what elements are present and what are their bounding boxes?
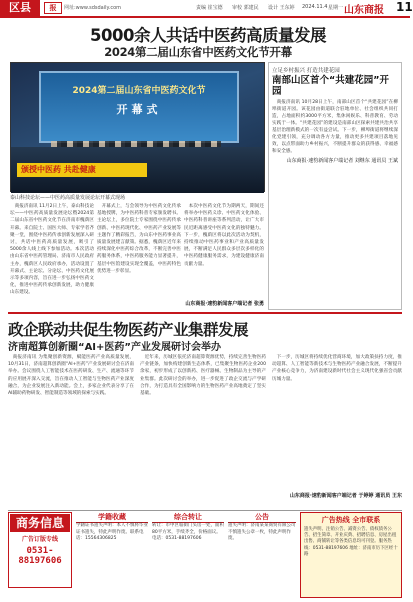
classified-header-3: 公告 [228,512,296,523]
paper-name: 山东商报 [344,5,384,16]
second-headline: 政企联动共促生物医药产业集群发展 [8,321,249,339]
designer-label: 设计 王东婷 [268,5,295,11]
ad-hotline-body: 遗失声明、注销公告、减资公告、债权债务公告、招生简章、开业庆典、招聘信息、房屋出租出售、商铺转让等各类信息均可刊登。服务热线：0531-88197606 地址：济南市历下区经十路 [304,527,398,557]
screen-subtitle: 开幕式 [116,103,162,116]
sidebar-byline: 山东商报·速豹新闻客户端记者 刘继东 通讯员 王斌 [286,158,398,164]
sidebar-kicker: 立足乡村振兴 打造共建花园 [272,68,340,74]
classified-text-1: 学籍证书遗失声明：本人不慎将毕业证书遗失，特此声明作废。联系电话：15564306825 [76,523,148,541]
classified-header-1: 学籍收藏 [76,512,148,523]
commerce-ad-subtitle: 广告订版专线 [21,536,58,543]
page-number: 11 [396,0,413,14]
section-tag: 区县 [0,0,40,16]
site-url: 网址:www.sdsdaily.com [64,5,121,11]
classified-text-2: 转让：市中区临街门头房一处，面积80平方米，手续齐全，价格面议。电话：0531-88197606 [152,523,224,541]
stage-banner: 颁授中医药 共赴健康 [17,163,147,177]
reviewer-label: 审校 郭建民 [232,5,259,11]
main-subhead: 2024第二届山东省中医药文化节开幕 [104,45,292,59]
story2-column-3: 下一步，历城区将持续优化营商环境，加大政策扶持力度，推动超算、人工智能等新技术与生物医药产业融合发展，不断提升产业核心竞争力，为济南建设新时代社会主义现代化强省会贡献历城力量。 [272,355,402,382]
issue-weekday: 星期一 [328,5,344,11]
story1-column-1: 商报济南讯 11月2日上午，泰山科技论坛——中医药高质量发展论坛暨2024第二届山东省中医药文化节在济南市槐荫区开幕。来自院士、国医大师、专家学者齐聚一堂，围绕中医药传承创新发展深入研讨，共话中医药高质量发展，吸引了5000余人线上线下参加活动。本次活动由山东省中医药管理局、济南市人民政府主办，槐荫区人民政府承办，活动设置了开幕式、主论坛、分论坛、中医药文化展示等多项内容，旨在进一步弘扬中医药文化，推进中医药传承创新发展，助力健康山东建设。 [10,204,94,296]
story2-column-1: 商报济南讯 为集聚创新资源，赋能医药产业高质量发展，10月31日，济南超算创新圈“AI+医药”产业发展研讨会在济南举办。会议围绕人工智能技术在医药研发、生产、流通等环节的应用展开深入交流，旨在推动人工智能与生物医药产业深度融合，为企业发展注入新动能。会上，多家企业代表分享了在AI辅助药物研发、智能制造等领域的探索与实践。 [8,355,134,397]
commerce-ad-title: 商务信息 [10,514,70,532]
issue-date: 2024.11.4 [302,4,328,10]
classified-text-3: 遗失声明：济南某某商贸有限公司不慎遗失公章一枚，特此声明作废。 [228,523,296,541]
second-subhead: 济南超算创新圈“AI+医药”产业发展研讨会举办 [8,342,221,353]
classified-column-3 [228,512,296,598]
classified-column-1 [76,512,148,598]
classified-header-2: 综合转让 [152,512,224,523]
editor-label: 责编 崔宝德 [196,5,223,11]
story2-column-2: 近年来，历城区依托济南超算资源优势，持续完善生物医药产业链条，加快构建创新生态体系，已集聚生物医药企业200余家，初步形成了以创新药、医疗器械、生物制品为主导的产业集群。此次研讨会的举办，进一步促进了政企交流与产学研合作，为打造具有全国影响力的生物医药产业高地奠定了坚实基础。 [140,355,266,397]
story1-column-3: 本次中医药文化节为期两天，期间还将举办中医药义诊、中医药文化体验、中医药科普讲座等系列活动，让广大市民近距离感受中医药文化的独特魅力。下一步，槐荫区将以此次活动为契机，持续推动中医药事业和产业高质量发展，不断满足人民群众多层次多样化的中医药健康服务需求，为建设健康济南贡献力量。 [184,204,264,267]
story1-column-2: 开幕式上，与会领导为中医药文化传承基地授牌，为中医药科普专家颁发聘书。主论坛上，多位院士专家围绕中医药传承创新、中医药现代化、中医药产业发展等主题作了精彩报告，为山东中医药事业高质量发展建言献策。据悉，槐荫区近年来持续深化中医药综合改革，不断完善中医药服务体系，中医药服务能力显著提升，基层中医馆建设实现全覆盖，中医药特色优势进一步彰显。 [97,204,181,274]
screen-title: 2024第二届山东省中医药文化节 [72,86,206,96]
stage-screen [39,71,239,143]
story2-byline: 山东商报·速豹新闻客户端记者 于婷婷 通讯员 王东 [289,493,402,499]
commerce-ad-phone: 0531-88197606 [18,546,62,566]
photo-caption: 泰山科技论坛——中医药高质量发展论坛开幕式现场 [10,195,126,201]
event-photo [10,62,265,192]
ad-hotline-box [300,512,402,598]
sidebar-title: 南部山区首个“共建花园”开园 [272,75,389,97]
main-headline: 5000余人共话中医药高质量发展 [90,26,326,45]
sidebar-text: 商报济南讯 10月28日上午，南部山区首个“共建花园”在柳埠街道开园。该花园由街道联合驻地单位、社会组织共同打造，占地面积约3000平方米，集休闲娱乐、科普教育、劳动实践于一体。“共建花园”的建设是南部山区探索共建共治共享基层治理新模式的一次有益尝试。下一步，柳埠街道将继续深化党建引领，充分调动各方力量，推动更多共建项目落地见效，以点带面助力乡村振兴，不断提升群众的获得感、幸福感和安全感。 [272,100,398,154]
classified-column-2 [152,512,224,598]
section-divider [8,312,402,314]
story1-byline: 山东商报·速豹新闻客户端记者 张勇 [185,301,264,307]
sidebar-story [268,62,402,310]
paper-logo: 报 [44,2,62,14]
ad-hotline-title: 广告热线 全市联系 [321,516,381,524]
